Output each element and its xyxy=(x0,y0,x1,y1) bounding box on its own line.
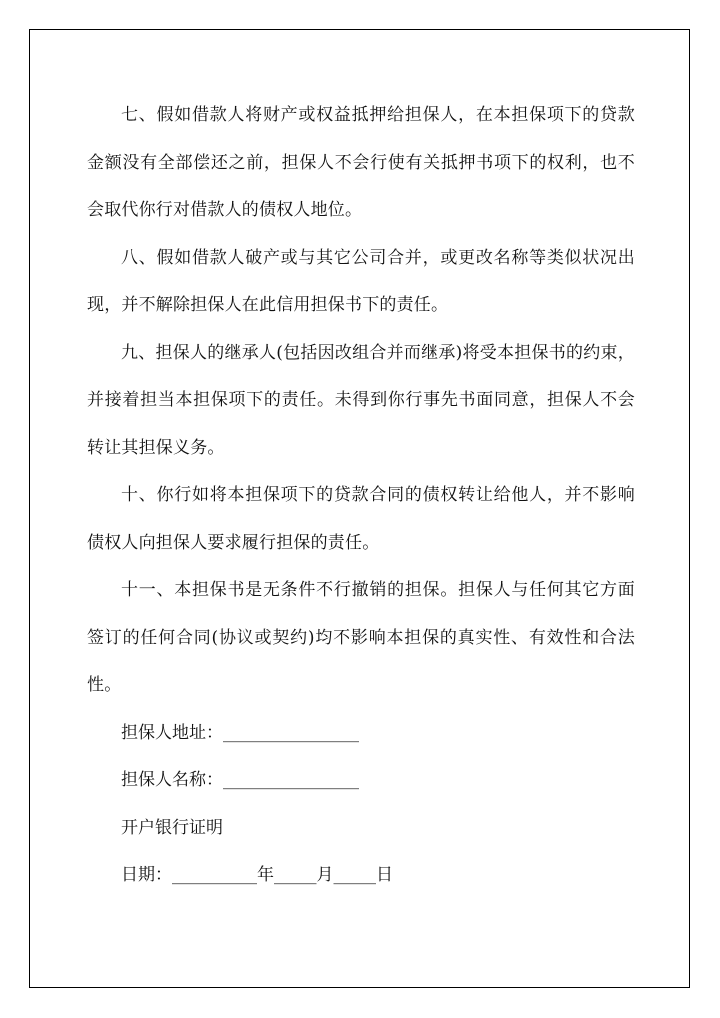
clause-9: 九、担保人的继承人(包括因改组合并而继承)将受本担保书的约束，并接着担当本担保项下的责任。未得到你行事先书面同意，担保人不会转让其担保义务。 xyxy=(87,342,635,458)
guarantor-address-field: 担保人地址：________________ xyxy=(121,722,359,743)
guarantor-name-field: 担保人名称：________________ xyxy=(121,770,359,790)
clause-7: 七、假如借款人将财产或权益抵押给担保人，在本担保项下的贷款金额没有全部偿还之前，担保人不会行使有关抵押书项下的权利，也不会取代你行对借款人的债权人地位。 xyxy=(87,105,635,220)
date-field: 日期：__________年_____月_____日 xyxy=(121,865,393,885)
clause-11: 十一、本担保书是无条件不行撤销的担保。担保人与任何其它方面签订的任何合同(协议或契约)均不影响本担保的真实性、有效性和合法性。 xyxy=(87,580,635,695)
document-body xyxy=(87,92,635,900)
clause-10: 十、你行如将本担保项下的贷款合同的债权转让给他人，并不影响债权人向担保人要求履行担保的责任。 xyxy=(87,485,635,553)
clause-8: 八、假如借款人破产或与其它公司合并，或更改名称等类似状况出现，并不解除担保人在此信用担保书下的责任。 xyxy=(87,247,635,315)
bank-certificate-label: 开户银行证明 xyxy=(121,817,223,838)
